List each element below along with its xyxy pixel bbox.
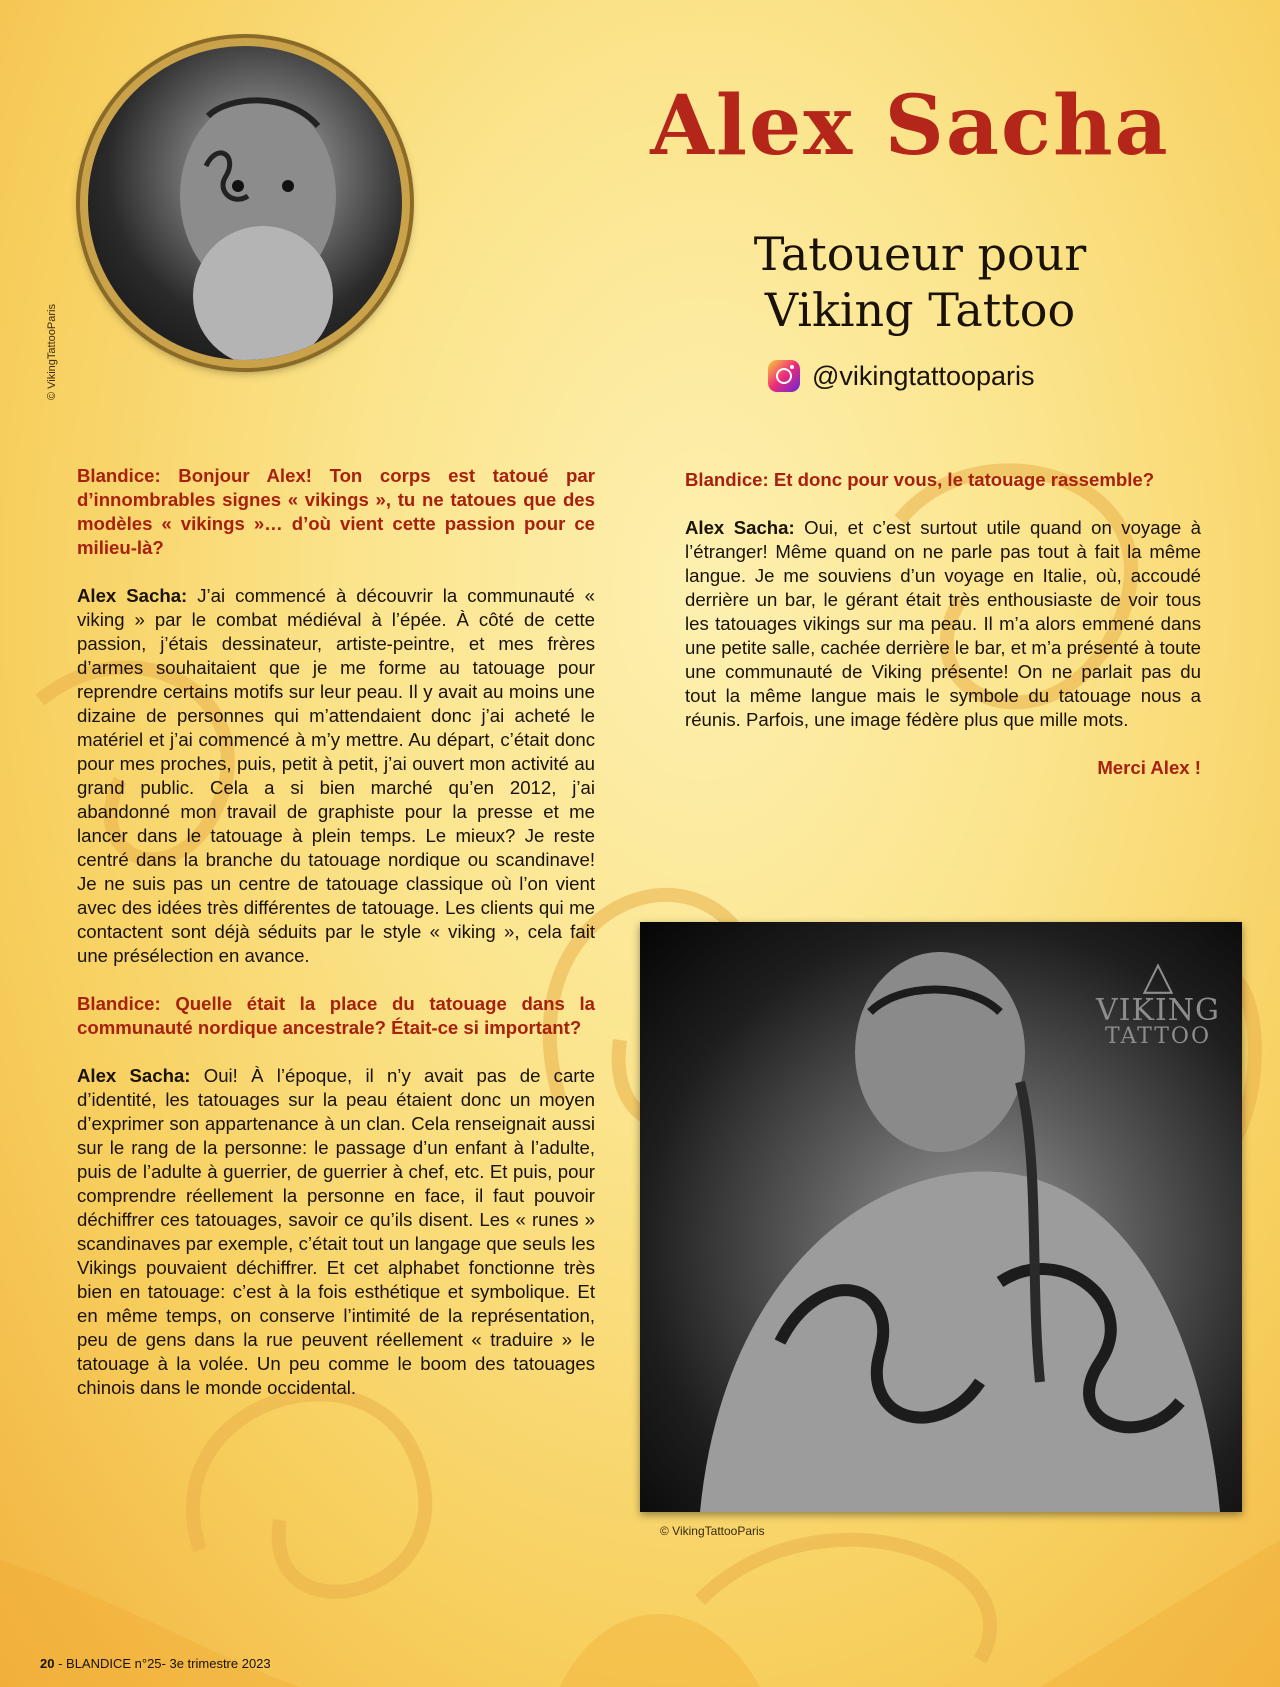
instagram-link[interactable] [768, 360, 1035, 392]
page-number: 20 [40, 1656, 55, 1671]
subtitle-line-2: Viking Tattoo [764, 283, 1076, 337]
brand-sub: TATTOO [1105, 1024, 1211, 1049]
page-title: Alex Sacha [650, 78, 1170, 174]
closing-thanks: Merci Alex ! [1097, 757, 1201, 778]
portrait-credit: © VikingTattooParis [46, 304, 58, 400]
question-3: Blandice: Et donc pour vous, le tatouage rassemble? [685, 469, 1155, 490]
subtitle-line-1: Tatoueur pour [753, 227, 1087, 281]
answer-1-speaker: Alex Sacha: [77, 585, 188, 606]
page-footer [40, 1656, 271, 1671]
answer-3-text: Oui, et c’est surtout utile quand on voyage à l’étranger! Même quand on ne parle pas tout à fait la même langue. Je me souviens d’un voyage en Italie, où, accoudé derrière un bar, le gérant était très enthousiaste de voir tous les tatouages vikings sur ma peau. Il m’a alors emmené dans une petite salle, cachée derrière le bar, et m’a présenté à toute une communauté de Viking présente! On ne parlait pas du tout la même langue mais le symbole du tatouage nous a réunis. Parfois, une image fédère plus que mille mots. [685, 517, 1201, 730]
answer-3-speaker: Alex Sacha: [685, 517, 795, 538]
subtitle [660, 226, 1180, 338]
answer-1-text: J’ai commencé à découvrir la communauté « viking » par le combat médiéval à l’épée. À côté de cette passion, j’étais dessinateur, artiste-peintre, et mes frères d’armes souhaitaient que je me forme au tatouage pour reprendre certains motifs sur leur peau. Il y avait au moins une dizaine de personnes qui m’attendaient donc j’ai acheté le matériel et j’ai commencé à m’y mettre. Au départ, c’était donc pour mes proches, puis, petit à petit, j’ai ouvert mon activité au grand public. Cela a si bien marché qu’en 2012, j’ai abandonné mon travail de graphiste pour la presse et me lancer dans le tatouage à plein temps. Le mieux? Je reste centré dans la branche du tatouage nordique ou scandinave! Je ne suis pas un centre de tatouage classique où l’on vient avec des idées très différentes de tatouage. Les clients qui me contactent sont déjà séduits par le style « viking », cela fait une présélection en avance. [77, 585, 596, 966]
portrait-illustration [88, 46, 402, 360]
answer-3 [685, 516, 1201, 732]
back-tattoo-photo [640, 922, 1242, 1512]
portrait-photo [88, 46, 402, 360]
question-2: Blandice: Quelle était la place du tatouage dans la communauté nordique ancestrale? Était-ce si important? [77, 993, 595, 1038]
answer-2 [77, 1064, 595, 1400]
question-1: Blandice: Bonjour Alex! Ton corps est tatoué par d’innombrables signes « vikings », tu ne tatoues que des modèles « vikings »… d’où vient cette passion pour ce milieu-là? [77, 465, 595, 558]
valknut-icon: △ [1142, 954, 1174, 998]
instagram-handle: @vikingtattooparis [812, 360, 1035, 391]
viking-tattoo-logo [1096, 956, 1220, 1048]
answer-2-text: Oui! À l’époque, il n’y avait pas de carte d’identité, les tatouages sur la peau étaient donc un moyen d’exprimer son appartenance à un clan. Cela renseignait aussi sur le rang de la personne: le passage d’un enfant à l’adulte, puis de l’adulte à guerrier, de guerrier à chef, etc. Et puis, pour comprendre réellement la personne en face, il faut pouvoir déchiffrer ces tatouages, savoir ce qu’ils disent. Les « runes » scandinaves par exemple, c’était tout un langage que seuls les Vikings pouvaient déchiffrer. Et cet alphabet fonctionne très bien en tatouage: c’est à la fois esthétique et symbolique. Et en même temps, on conserve l’intimité de la représentation, peu de gens dans la rue peuvent réellement « traduire » le tatouage à la volée. Un peu comme le boom des tatouages chinois dans le monde occidental. [77, 1065, 595, 1398]
instagram-icon [768, 360, 800, 392]
left-column [77, 464, 595, 1424]
brand-name: VIKING [1096, 993, 1220, 1028]
right-column [685, 468, 1201, 780]
photo-credit: © VikingTattooParis [660, 1524, 765, 1538]
footer-text: - BLANDICE n°25- 3e trimestre 2023 [54, 1656, 271, 1671]
answer-1 [77, 584, 595, 968]
answer-2-speaker: Alex Sacha: [77, 1065, 191, 1086]
